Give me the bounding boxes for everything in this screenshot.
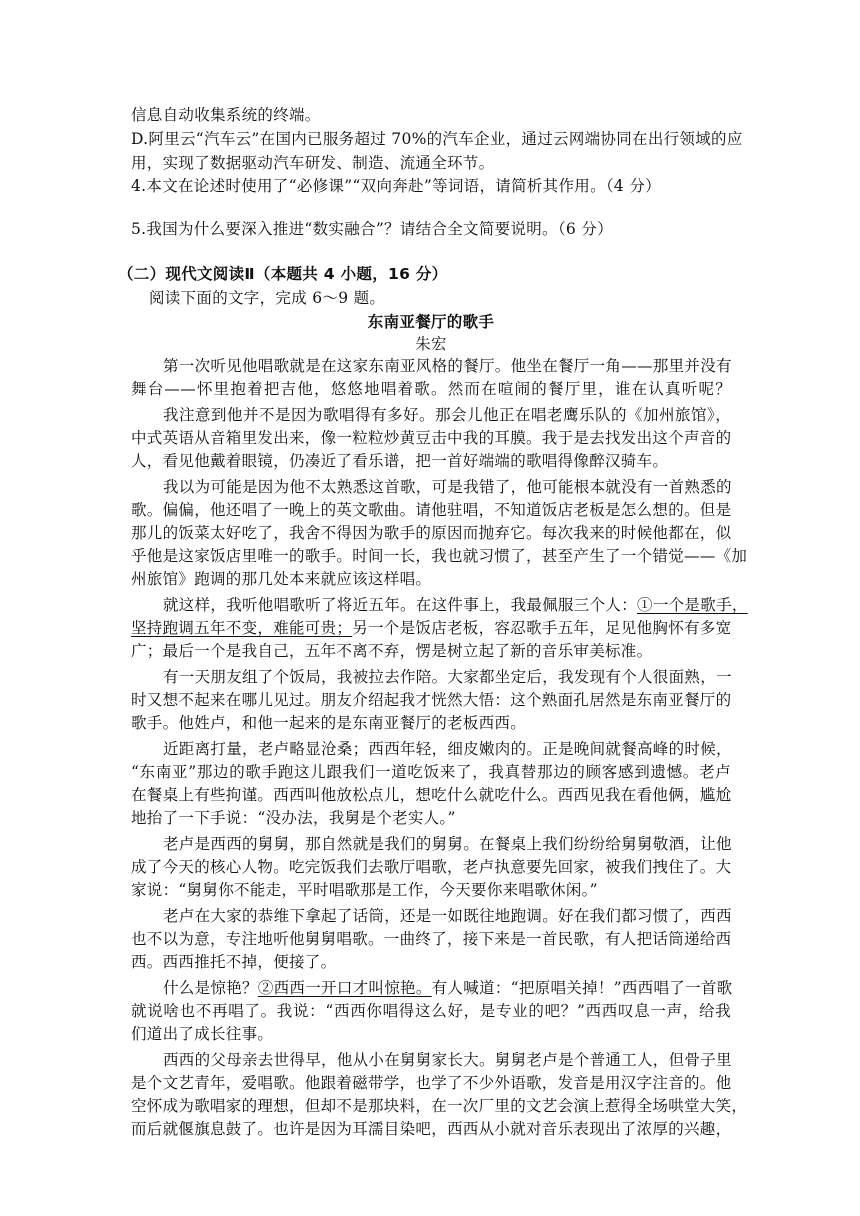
paragraph-line xyxy=(163,978,731,998)
paragraph-line: 西。西西推托不掉，便接了。 xyxy=(131,953,337,971)
text-span: 另一个是饭店老板，容忍歌手五年，足见他胸怀有多宽 xyxy=(352,619,732,637)
paragraph-line: 歌。偏偏，他还唱了一晚上的英文歌曲。请他驻唱，不知道饭店老板是怎么想的。但是 xyxy=(131,501,732,519)
paragraph-line: 我注意到他并不是因为歌唱得有多好。那会儿他正在唱老鹰乐队的《加州旅馆》， xyxy=(163,406,731,424)
paragraph-line: 而后就偃旗息鼓了。也许是因为耳濡目染吧，西西从小就对音乐表现出了浓厚的兴趣， xyxy=(131,1120,732,1138)
paragraph-line: 第一次听见他唱歌就是在这家东南亚风格的餐厅。他坐在餐厅一角——那里并没有 xyxy=(163,357,732,375)
paragraph-line: 家说：“舅舅你不能走，平时唱歌那是工作，今天要你来唱歌休闲。” xyxy=(131,881,598,899)
paragraph-line: 乎他是这家饭店里唯一的歌手。时间一长，我也就习惯了，甚至产生了一个错觉——《加 xyxy=(131,547,748,565)
text-span: 什么是惊艳？ xyxy=(163,979,258,997)
paragraph-line: 广；最后一个是我自己，五年不离不弃，愣是树立起了新的音乐审美标准。 xyxy=(131,642,653,660)
paragraph-line: 舞台——怀里抱着把吉他，悠悠地唱着歌。然而在喧闹的餐厅里，谁在认真听呢？ xyxy=(131,380,731,398)
question-5: 5.我国为什么要深入推进“数实融合”？请结合全文简要说明。（6 分） xyxy=(131,220,613,238)
article-author: 朱宏 xyxy=(415,335,447,353)
paragraph-line: 老卢在大家的恭维下拿起了话筒，还是一如既往地跑调。好在我们都习惯了，西西 xyxy=(163,907,732,925)
article-title: 东南亚餐厅的歌手 xyxy=(367,313,495,331)
paragraph-line: 们道出了成长往事。 xyxy=(131,1025,274,1043)
paragraph-line: “东南亚”那边的歌手跑这儿跟我们一道吃饭来了，我真替那边的顾客感到遗憾。老卢 xyxy=(131,763,731,781)
paragraph-line: 有一天朋友组了个饭局，我被拉去作陪。大家都坐定后，我发现有个人很面熟，一 xyxy=(163,668,732,686)
paragraph-line: 地抬了一下手说：“没办法，我舅是个老实人。” xyxy=(131,809,456,827)
option-d-line: D.阿里云“汽车云”在国内已服务超过 70%的汽车企业，通过云网端协同在出行领域的应 xyxy=(131,130,743,148)
paragraph-line: 州旅馆》跑调的那几处本来就应该这样唱。 xyxy=(131,570,432,588)
section-heading: （二）现代文阅读Ⅱ（本题共 4 小题，16 分） xyxy=(118,265,448,283)
paragraph-line: 歌手。他姓卢，和他一起来的是东南亚餐厅的老板西西。 xyxy=(131,714,527,732)
paragraph-line: 就说啥也不再唱了。我说：“西西你唱得这么好，是专业的吧？”西西叹息一声，给我 xyxy=(131,1002,731,1020)
paragraph-line: 西西的父母亲去世得早，他从小在舅舅家长大。舅舅老卢是个普通工人，但骨子里 xyxy=(163,1051,732,1069)
text-line: 用，实现了数据驱动汽车研发、制造、流通全环节。 xyxy=(131,154,495,172)
paragraph-line: 是个文艺青年，爱唱歌。他跟着磁带学，也学了不少外语歌，发音是用汉字注音的。他 xyxy=(131,1074,732,1092)
paragraph-line: 那儿的饭菜太好吃了，我舍不得因为歌手的原因而抛弃它。每次我来的时候他都在，似 xyxy=(131,524,732,542)
text-span: 就这样，我听他唱歌听了将近五年。在这件事上，我最佩服三个人： xyxy=(163,596,638,614)
paragraph-line: 人，看见他戴着眼镜，仍凑近了看乐谱，把一首好端端的歌唱得像醉汉骑车。 xyxy=(131,452,669,470)
text-span: 有人喊道：“把原唱关掉！”西西唱了一首歌 xyxy=(431,979,733,997)
paragraph-line: 也不以为意，专注地听他舅舅唱歌。一曲终了，接下来是一首民歌，有人把话筒递给西 xyxy=(131,930,732,948)
question-4: 4.本文在论述时使用了“必修课”“双向奔赴”等词语，请简析其作用。（4 分） xyxy=(131,177,661,195)
underlined-sentence-2: ②西西一开口才叫惊艳。 xyxy=(257,979,432,997)
underlined-sentence-1-cont: 坚持跑调五年不变，难能可贵； xyxy=(131,619,353,637)
paragraph-line: 时又想不起来在哪儿见过。朋友介绍起我才恍然大悟：这个熟面孔居然是东南亚餐厅的 xyxy=(131,691,732,709)
paragraph-line xyxy=(163,595,748,615)
paragraph-line: 空怀成为歌唱家的理想，但却不是那块料，在一次厂里的文艺会演上惹得全场哄堂大笑， xyxy=(131,1097,748,1115)
paragraph-line: 我以为可能是因为他不太熟悉这首歌，可是我错了，他可能根本就没有一首熟悉的 xyxy=(163,478,732,496)
paragraph-line: 在餐桌上有些拘谨。西西叫他放松点儿，想吃什么就吃什么。西西见我在看他俩，尴尬 xyxy=(131,786,732,804)
paragraph-line xyxy=(131,618,731,638)
paragraph-line: 老卢是西西的舅舅，那自然就是我们的舅舅。在餐桌上我们纷纷给舅舅敬酒，让他 xyxy=(163,835,732,853)
paragraph-line: 成了今天的核心人物。吃完饭我们去歌厅唱歌，老卢执意要先回家，被我们拽住了。大 xyxy=(131,858,732,876)
paragraph-line: 近距离打量，老卢略显沧桑；西西年轻，细皮嫩肉的。正是晚间就餐高峰的时候， xyxy=(163,740,732,758)
paragraph-line: 中式英语从音箱里发出来，像一粒粒炒黄豆击中我的耳膜。我于是去找发出这个声音的 xyxy=(131,429,732,447)
text-line: 信息自动收集系统的终端。 xyxy=(131,106,321,124)
underlined-sentence-1: ①一个是歌手， xyxy=(637,596,748,614)
reading-instruction: 阅读下面的文字，完成 6～9 题。 xyxy=(149,289,386,307)
